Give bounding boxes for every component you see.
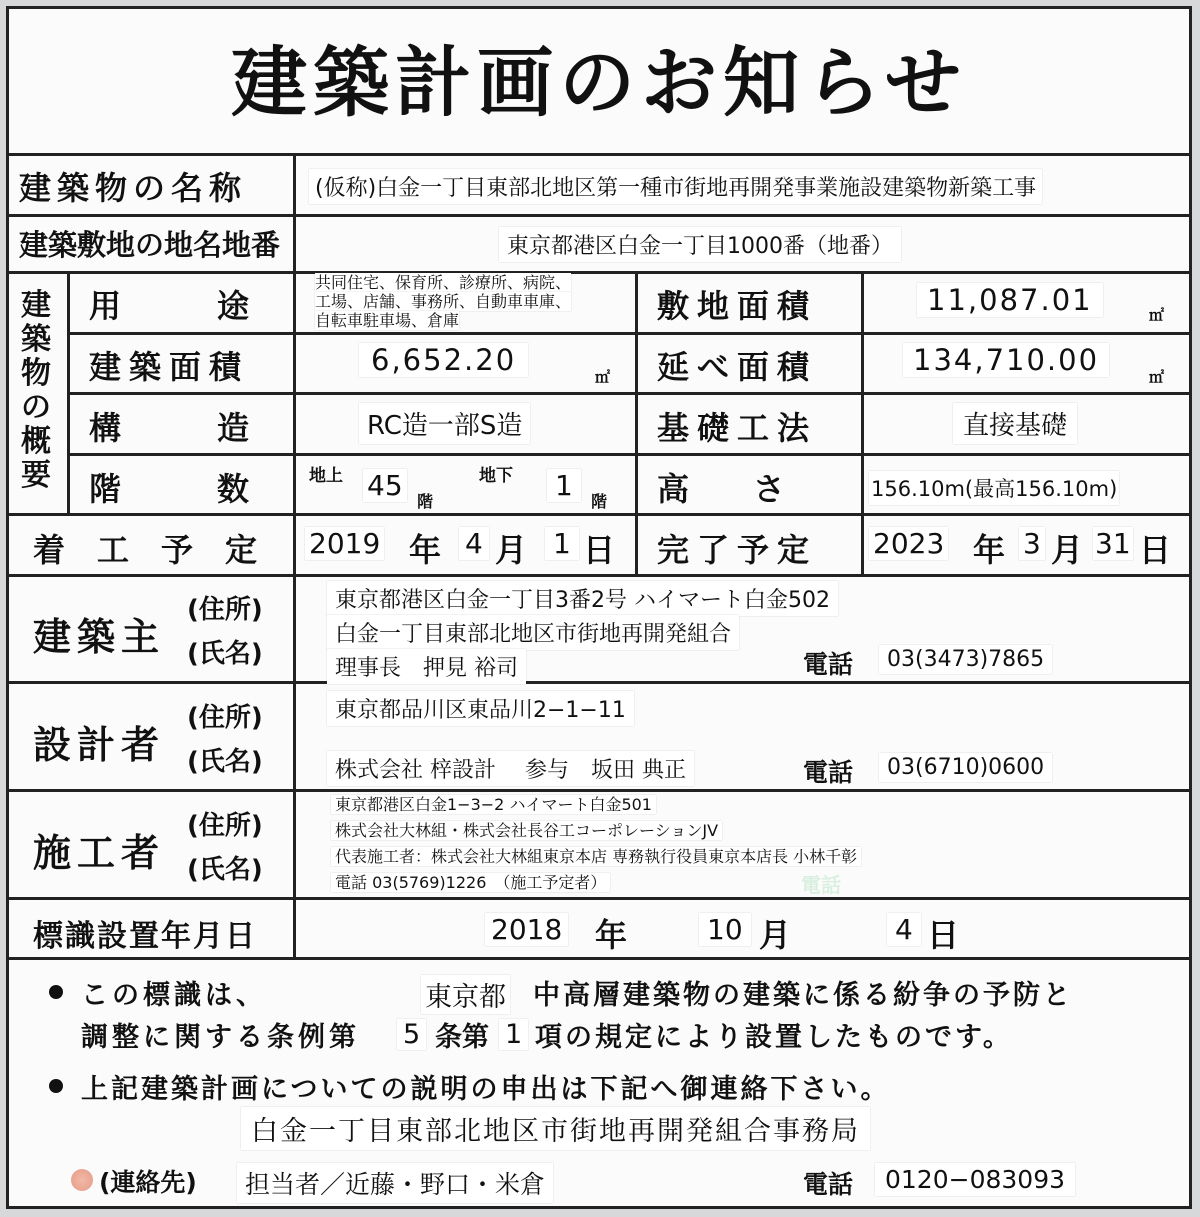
table-line xyxy=(9,789,1189,792)
use-label: 用 途 xyxy=(89,287,250,325)
use-value-line: 共同住宅、保育所、診療所、病院、 xyxy=(315,273,572,292)
table-line xyxy=(9,681,1189,684)
floors-above-value: 45 xyxy=(363,469,407,502)
table-line xyxy=(9,957,1189,960)
owner-address: 東京都港区白金一丁目3番2号 ハイマート白金502 xyxy=(327,581,838,616)
table-line xyxy=(67,392,1189,395)
table-line xyxy=(9,153,1189,156)
footer-p1-start: この標識は、 xyxy=(81,980,267,1011)
footer-p1-clause-label: 条第 xyxy=(435,1022,489,1053)
completion-year: 2023 xyxy=(869,527,948,560)
posted-month-unit: 月 xyxy=(759,916,792,954)
site-address-value: 東京都港区白金一丁目1000番（地番） xyxy=(499,227,901,262)
designer-name-label: (氏名) xyxy=(187,747,263,777)
start-label: 着 工 予 定 xyxy=(33,531,258,569)
owner-tel-label: 電話 xyxy=(803,650,854,679)
contractor-line: 東京都港区白金1−3−2 ハイマート白金501 xyxy=(331,795,656,814)
site-address-label: 建築敷地の地名地番 xyxy=(19,228,281,262)
building-area-label: 建築面積 xyxy=(89,348,250,386)
footer-p1-clause: 1 xyxy=(499,1019,528,1050)
contact-person: 担当者／近藤・野口・米倉 xyxy=(237,1163,553,1203)
contact-label: (連絡先) xyxy=(99,1168,197,1197)
completion-month-unit: 月 xyxy=(1051,531,1084,569)
site-area-label: 敷地面積 xyxy=(657,287,818,325)
posted-year-unit: 年 xyxy=(595,916,628,954)
completion-day: 31 xyxy=(1095,527,1131,560)
floors-below-unit: 階 xyxy=(591,492,608,511)
use-value-line: 工場、店舗、事務所、自動車車庫、 xyxy=(315,292,572,311)
height-label: 高 さ xyxy=(657,470,786,508)
owner-org: 白金一丁目東部北地区市街地再開発組合 xyxy=(327,615,739,650)
total-floor-area-unit: ㎡ xyxy=(1149,368,1165,386)
table-line xyxy=(67,271,70,513)
posted-month: 10 xyxy=(699,913,751,946)
building-area-unit: ㎡ xyxy=(595,368,611,386)
floors-above-label: 地上 xyxy=(309,466,343,486)
contractor-line: 電話 03(5769)1226 （施工予定者） xyxy=(331,873,610,892)
floors-above-unit: 階 xyxy=(417,492,434,511)
structure-label: 構 造 xyxy=(89,409,250,447)
height-value: 156.10m(最高156.10m) xyxy=(869,471,1119,505)
start-month-unit: 月 xyxy=(495,531,528,569)
table-line xyxy=(67,453,1189,456)
footer-p1-article: 5 xyxy=(397,1019,426,1050)
building-name-label: 建築物の名称 xyxy=(19,169,248,207)
designer-address: 東京都品川区東品川2−1−11 xyxy=(327,691,634,726)
footer-p1-mid: 中高層建築物の建築に係る紛争の予防と xyxy=(533,980,1073,1011)
table-line xyxy=(635,271,638,574)
floors-label: 階 数 xyxy=(89,470,250,508)
start-day-unit: 日 xyxy=(583,531,616,569)
total-floor-area-value: 134,710.00 xyxy=(903,343,1109,377)
table-line xyxy=(861,271,864,574)
contact-tel-label: 電話 xyxy=(803,1170,854,1199)
bullet-icon xyxy=(49,985,63,999)
completion-day-unit: 日 xyxy=(1139,531,1172,569)
foundation-value: 直接基礎 xyxy=(953,403,1077,444)
contractor-name-label: (氏名) xyxy=(187,855,263,885)
owner-tel: 03(3473)7865 xyxy=(879,645,1052,674)
designer-tel-label: 電話 xyxy=(803,758,854,787)
footer-office: 白金一丁目東部北地区市街地再開発組合事務局 xyxy=(241,1107,870,1150)
designer-name: 株式会社 梓設計 参与 坂田 典正 xyxy=(327,751,694,786)
start-day: 1 xyxy=(545,527,579,560)
designer-tel: 03(6710)0600 xyxy=(879,753,1052,782)
owner-name-label: (氏名) xyxy=(187,639,263,669)
posted-day: 4 xyxy=(887,913,921,946)
contact-tel: 0120−083093 xyxy=(875,1163,1075,1196)
footer-p1-line2: 調整に関する条例第 xyxy=(81,1022,360,1053)
start-year: 2019 xyxy=(305,527,384,560)
building-name-value: (仮称)白金一丁目東部北地区第一種市街地再開発事業施設建築物新築工事 xyxy=(309,169,1042,204)
use-value-line: 自転車駐車場、倉庫 xyxy=(315,311,460,330)
completion-year-unit: 年 xyxy=(973,531,1006,569)
overview-label: 建築物の概要 xyxy=(21,288,51,493)
footer-p1-gov: 東京都 xyxy=(421,975,510,1014)
footer-p2: 上記建築計画についての説明の申出は下記へ御連絡下さい。 xyxy=(81,1074,891,1105)
table-line xyxy=(9,271,1189,274)
table-line xyxy=(9,897,1189,900)
completion-label: 完了予定 xyxy=(657,531,818,569)
table-line xyxy=(67,332,1189,335)
posted-year: 2018 xyxy=(485,913,568,946)
table-line xyxy=(9,214,1189,217)
table-line xyxy=(9,574,1189,577)
site-area-unit: ㎡ xyxy=(1149,306,1165,324)
designer-address-label: (住所) xyxy=(187,703,263,733)
footer-p1-end: 項の規定により設置したものです。 xyxy=(535,1022,1013,1053)
contractor-line: 代表施工者：株式会社大林組東京本店 専務執行役員東京本店長 小林千彰 xyxy=(331,847,861,866)
owner-label: 建築主 xyxy=(33,615,166,659)
table-line xyxy=(293,153,296,957)
start-month: 4 xyxy=(459,527,489,560)
stamp-mark xyxy=(71,1169,93,1191)
contractor-line: 株式会社大林組・株式会社長谷工コーポレーションJV xyxy=(331,821,722,840)
table-line xyxy=(9,513,1189,516)
foundation-label: 基礎工法 xyxy=(657,409,818,447)
posted-day-unit: 日 xyxy=(927,916,960,954)
floors-below-value: 1 xyxy=(547,469,581,502)
owner-person: 理事長 押見 裕司 xyxy=(327,649,526,684)
contractor-label: 施工者 xyxy=(33,831,166,875)
building-area-value: 6,652.20 xyxy=(359,343,528,377)
site-area-value: 11,087.01 xyxy=(917,283,1103,317)
owner-address-label: (住所) xyxy=(187,595,263,625)
floors-below-label: 地下 xyxy=(479,466,513,486)
contractor-address-label: (住所) xyxy=(187,811,263,841)
faded-tel-label: 電話 xyxy=(801,873,841,897)
start-year-unit: 年 xyxy=(409,531,442,569)
completion-month: 3 xyxy=(1019,527,1045,560)
designer-label: 設計者 xyxy=(33,723,166,767)
notice-board xyxy=(6,6,1192,1209)
structure-value: RC造一部S造 xyxy=(359,403,530,444)
total-floor-area-label: 延べ面積 xyxy=(657,348,818,386)
page-title: 建築計画のお知らせ xyxy=(231,38,967,127)
bullet-icon xyxy=(49,1079,63,1093)
posted-label: 標識設置年月日 xyxy=(33,919,257,954)
